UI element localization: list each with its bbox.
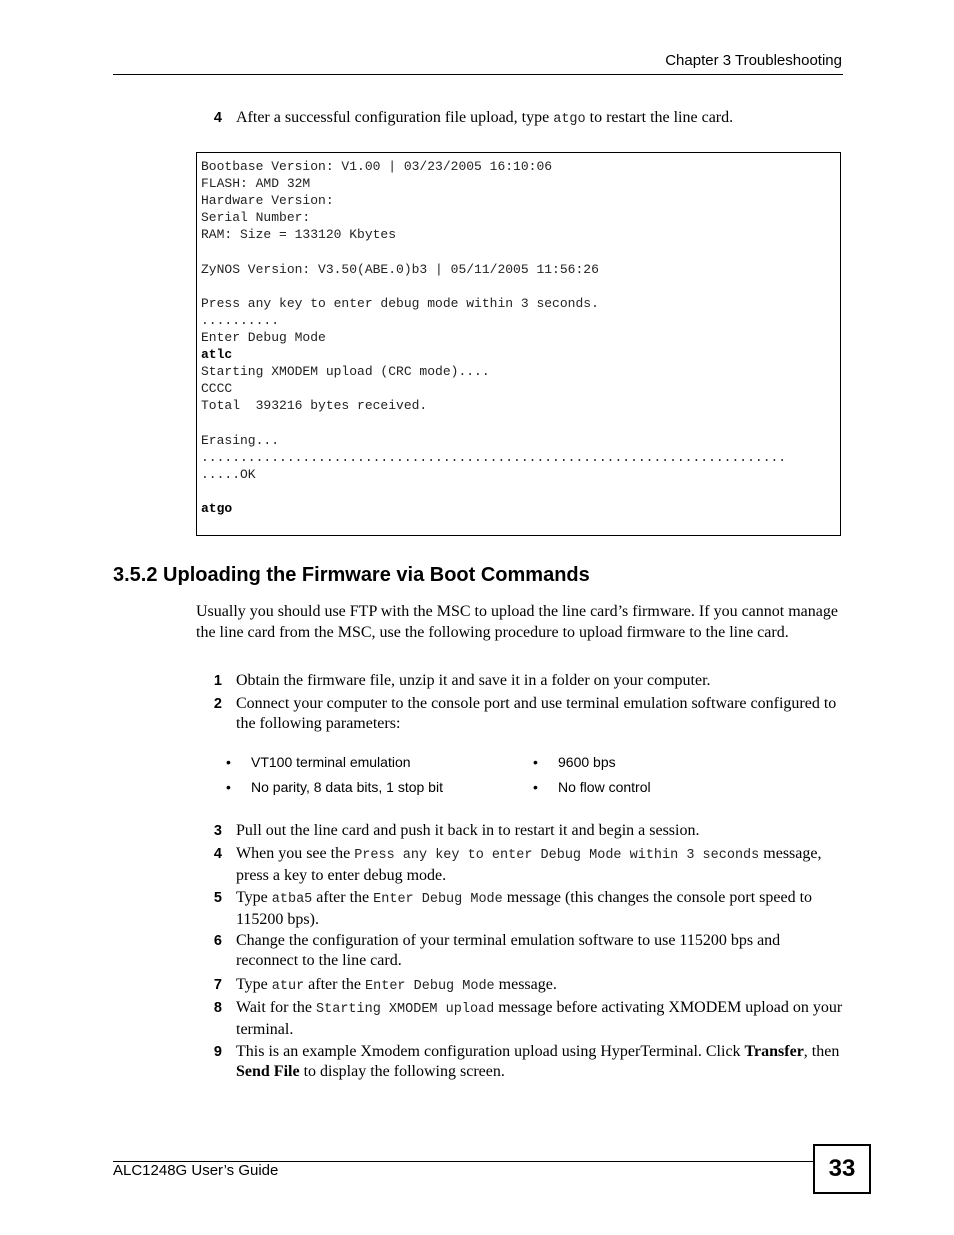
- console-line: Starting XMODEM upload (CRC mode)....: [201, 364, 490, 380]
- header-divider: [113, 74, 843, 75]
- top-step: [196, 108, 846, 130]
- step-number: 4: [213, 110, 222, 126]
- step-3: [196, 821, 846, 841]
- console-output-box: [196, 152, 841, 536]
- step-7: [196, 975, 846, 997]
- inline-code: Enter Debug Mode: [373, 892, 503, 907]
- step-4: [196, 844, 846, 886]
- step-text: When you see the Press any key to enter Debug Mode within 3 seconds message, press a key to enter debug mode.: [236, 845, 822, 884]
- step-number: 2: [213, 696, 222, 712]
- console-line: Serial Number:: [201, 210, 311, 226]
- inline-code: Starting XMODEM upload: [316, 1002, 495, 1017]
- step-text: Type atur after the Enter Debug Mode message.: [236, 976, 557, 994]
- param-9600bps: • 9600 bps: [533, 754, 616, 770]
- console-line: ...........................................................................: [201, 449, 787, 465]
- step-1: [196, 671, 846, 691]
- param-parity: • No parity, 8 data bits, 1 stop bit: [226, 779, 443, 795]
- intro-paragraph: Usually you should use FTP with the MSC to upload the line card’s firmware. If you cannot manage the line card from the MSC, use the following procedure to upload firmware to the line card.: [196, 603, 838, 641]
- console-output: [197, 153, 840, 517]
- console-line: Press any key to enter debug mode within 3 seconds.: [201, 295, 599, 311]
- terminal-parameters: [226, 754, 846, 804]
- console-line: Enter Debug Mode: [201, 329, 326, 345]
- step-number: 1: [213, 673, 222, 689]
- step-text: Connect your computer to the console port and use terminal emulation software configured to the following parameters:: [236, 695, 837, 732]
- page-number-box: [813, 1144, 871, 1194]
- step-text: Change the configuration of your terminal emulation software to use 115200 bps and reconnect to the line card.: [236, 932, 781, 969]
- step-number: 9: [213, 1044, 222, 1060]
- step-number: 3: [213, 823, 222, 839]
- ui-term-transfer: Transfer: [744, 1043, 804, 1060]
- console-line: .....OK: [201, 466, 256, 482]
- console-line: RAM: Size = 133120 Kbytes: [201, 227, 397, 243]
- param-flow-control: • No flow control: [533, 779, 651, 795]
- inline-code: Enter Debug Mode: [365, 979, 495, 994]
- step-8: [196, 998, 846, 1040]
- chapter-header: Chapter 3 Troubleshooting: [665, 52, 842, 69]
- console-line: Hardware Version:: [201, 193, 334, 209]
- console-command: atlc: [201, 347, 233, 363]
- step-text: Type atba5 after the Enter Debug Mode message (this changes the console port speed to 115200 bps).: [236, 889, 813, 928]
- step-9: [196, 1042, 846, 1082]
- footer-guide-title: ALC1248G User’s Guide: [113, 1162, 279, 1179]
- step-2: [196, 694, 846, 734]
- step-number: 6: [213, 933, 222, 949]
- console-line: Bootbase Version: V1.00 | 03/23/2005 16:10:06: [201, 159, 553, 174]
- console-line: ZyNOS Version: V3.50(ABE.0)b3 | 05/11/2005 11:56:26: [201, 261, 599, 277]
- console-line: Total 393216 bytes received.: [201, 398, 428, 414]
- step-text: Pull out the line card and push it back in to restart it and begin a session.: [236, 822, 700, 839]
- inline-code: atba5: [271, 892, 313, 907]
- step-number: 8: [213, 1000, 222, 1016]
- step-6: [196, 931, 846, 971]
- inline-code: Press any key to enter Debug Mode within 3 seconds: [354, 848, 760, 863]
- inline-code: atur: [271, 979, 305, 994]
- step-5: [196, 888, 846, 930]
- console-line: ..........: [201, 312, 280, 328]
- step-text: This is an example Xmodem configuration upload using HyperTerminal. Click Transfer, then Send File to display the following screen.: [236, 1043, 840, 1080]
- inline-code: atgo: [553, 112, 586, 127]
- step-text: After a successful configuration file upload, type atgo to restart the line card.: [236, 109, 734, 127]
- ui-term-send-file: Send File: [236, 1063, 300, 1080]
- step-number: 7: [213, 977, 222, 993]
- console-line: FLASH: AMD 32M: [201, 176, 311, 192]
- section-title: 3.5.2 Uploading the Firmware via Boot Commands: [113, 564, 590, 586]
- console-line: Erasing...: [201, 432, 280, 448]
- page-number: 33: [828, 1155, 856, 1182]
- step-text: Obtain the firmware file, unzip it and save it in a folder on your computer.: [236, 672, 711, 689]
- step-text: Wait for the Starting XMODEM upload message before activating XMODEM upload on your terminal.: [236, 999, 843, 1038]
- param-vt100: • VT100 terminal emulation: [226, 754, 411, 770]
- console-command: atgo: [201, 500, 233, 516]
- step-number: 4: [213, 846, 222, 862]
- console-line: CCCC: [201, 381, 233, 397]
- step-number: 5: [213, 890, 222, 906]
